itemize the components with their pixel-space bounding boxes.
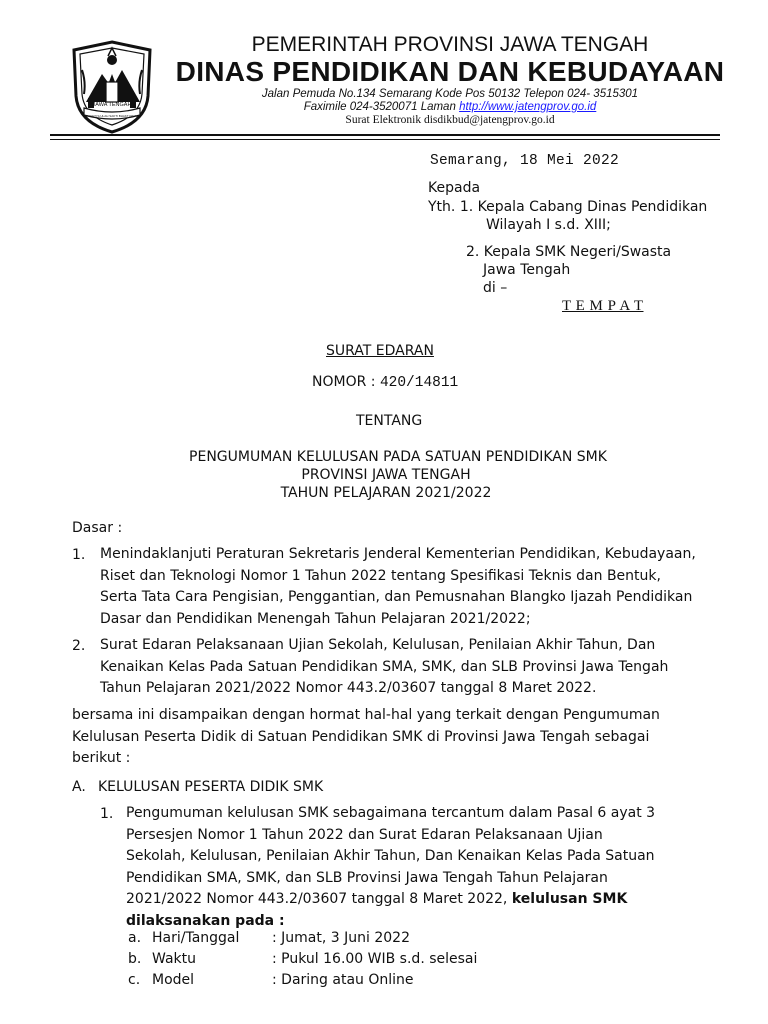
tentang-label: TENTANG xyxy=(356,413,423,429)
schedule-row-value: : Jumat, 3 Juni 2022 xyxy=(272,930,410,946)
subject-line-1: PENGUMUMAN KELULUSAN PADA SATUAN PENDIDIKAN SMK xyxy=(189,449,607,465)
section-a-item-1-line: Persesjen Nomor 1 Tahun 2022 dan Surat Edaran Pelaksanaan Ujian xyxy=(126,826,603,843)
dasar-item-2-line: Kenaikan Kelas Pada Satuan Pendidikan SMA, SMK, dan SLB Provinsi Jawa Tengah xyxy=(100,658,669,675)
recipient-line-2b: Jawa Tengah xyxy=(483,262,571,278)
letter-number-value: 420/14811 xyxy=(379,375,459,391)
header-rule-thick xyxy=(50,134,720,136)
website-link[interactable]: http://www.jatengprov.go.id xyxy=(459,101,597,113)
dasar-item-1-line: Riset dan Teknologi Nomor 1 Tahun 2022 tentang Spesifikasi Teknis dan Bentuk, xyxy=(100,567,661,584)
schedule-row-label: Hari/Tanggal xyxy=(152,930,240,946)
government-name: PEMERINTAH PROVINSI JAWA TENGAH xyxy=(251,33,649,56)
dasar-item-1 xyxy=(100,544,712,630)
section-a-item-1-line: Sekolah, Kelulusan, Penilaian Akhir Tahun, Dan Kenaikan Kelas Pada Satuan xyxy=(126,848,655,864)
letter-number xyxy=(312,374,458,391)
dasar-item-2-line: Tahun Pelajaran 2021/2022 Nomor 443.2/03607 tanggal 8 Maret 2022. xyxy=(100,680,597,696)
subject-line-3: TAHUN PELAJARAN 2021/2022 xyxy=(280,485,492,501)
dasar-item-1-line: Menindaklanjuti Peraturan Sekretaris Jenderal Kementerian Pendidikan, Kebudayaan, xyxy=(100,546,696,562)
intro-line: bersama ini disampaikan dengan hormat hal-hal yang terkait dengan Pengumuman xyxy=(72,707,660,723)
section-a-item-1-number: 1. xyxy=(100,806,114,822)
subject-line-2: PROVINSI JAWA TENGAH xyxy=(301,467,471,483)
letter-number-label: NOMOR : xyxy=(312,374,380,390)
logo-motto: PRASETYA ULAH SAKTI BHAKTI PRAJA xyxy=(83,114,141,118)
dasar-item-2-line: Surat Edaran Pelaksanaan Ujian Sekolah, Kelulusan, Penilaian Akhir Tahun, Dan xyxy=(100,637,656,653)
schedule-row-value: : Pukul 16.00 WIB s.d. selesai xyxy=(272,951,478,967)
section-a-letter: A. xyxy=(72,779,86,795)
dasar-item-2 xyxy=(100,635,712,700)
recipient-line-2: 2. Kepala SMK Negeri/Swasta xyxy=(466,244,672,260)
schedule-row-value: : Daring atau Online xyxy=(272,972,414,988)
dasar-item-1-line: Serta Tata Cara Pengisian, Penggantian, dan Pemusnahan Blangko Ijazah Pendidikan xyxy=(100,589,693,605)
recipient-line-1: Yth. 1. Kepala Cabang Dinas Pendidikan xyxy=(428,199,708,215)
intro-paragraph xyxy=(72,705,712,770)
letter-date: Semarang, 18 Mei 2022 xyxy=(430,153,620,169)
fax-website-line xyxy=(170,101,730,113)
section-a-item-1-line xyxy=(126,889,712,911)
section-a-item-1-line: Pengumuman kelulusan SMK sebagaimana tercantum dalam Pasal 6 ayat 3 xyxy=(126,805,656,821)
header-rule-thin xyxy=(50,139,720,140)
section-a-item-1-bold-line: dilaksanakan pada : xyxy=(126,912,285,929)
section-a-item-1-line-text: 2021/2022 Nomor 443.2/03607 tanggal 8 Maret 2022, xyxy=(126,891,512,907)
schedule-row-label: Waktu xyxy=(152,951,196,967)
schedule-details xyxy=(128,928,477,991)
section-a-item-1-line-bold: kelulusan SMK xyxy=(511,891,628,907)
dasar-item-1-line: Dasar dan Pendidikan Menengah Tahun Pelajaran 2021/2022; xyxy=(100,610,531,627)
logo-label: JAWA TENGAH xyxy=(92,102,132,108)
schedule-row-time xyxy=(128,949,477,970)
recipient-line-2c: di – xyxy=(483,280,508,296)
fax-text: Faximile 024-3520071 Laman xyxy=(303,101,460,113)
schedule-row-model xyxy=(128,970,477,991)
schedule-row-letter: a. xyxy=(128,930,142,946)
recipient-kepada: Kepada xyxy=(428,180,481,196)
schedule-row-day xyxy=(128,928,477,949)
dasar-label: Dasar : xyxy=(72,520,123,536)
recipient-line-1b: Wilayah I s.d. XIII; xyxy=(486,217,611,233)
recipient-tempat: T E M P A T xyxy=(562,298,644,314)
section-a-item-1-line: Pendidikan SMA, SMK, dan SLB Provinsi Jawa Tengah Tahun Pelajaran xyxy=(126,869,608,886)
dasar-item-2-number: 2. xyxy=(72,638,86,654)
section-a-title: KELULUSAN PESERTA DIDIK SMK xyxy=(98,779,324,795)
email-line: Surat Elektronik disdikbud@jatengprov.go.id xyxy=(345,114,555,126)
section-a-item-1 xyxy=(126,803,712,932)
schedule-row-letter: c. xyxy=(128,972,141,988)
intro-line: berikut : xyxy=(72,750,131,766)
letter-type-heading: SURAT EDARAN xyxy=(326,343,434,359)
intro-line: Kelulusan Peserta Didik di Satuan Pendidikan SMK di Provinsi Jawa Tengah sebagai xyxy=(72,728,650,745)
schedule-row-letter: b. xyxy=(128,951,142,967)
schedule-row-label: Model xyxy=(152,972,195,988)
dasar-item-1-number: 1. xyxy=(72,547,86,563)
address-line: Jalan Pemuda No.134 Semarang Kode Pos 50132 Telepon 024- 3515301 xyxy=(261,88,639,100)
agency-name: DINAS PENDIDIKAN DAN KEBUDAYAAN xyxy=(175,56,725,87)
provincial-emblem-logo xyxy=(62,36,162,136)
